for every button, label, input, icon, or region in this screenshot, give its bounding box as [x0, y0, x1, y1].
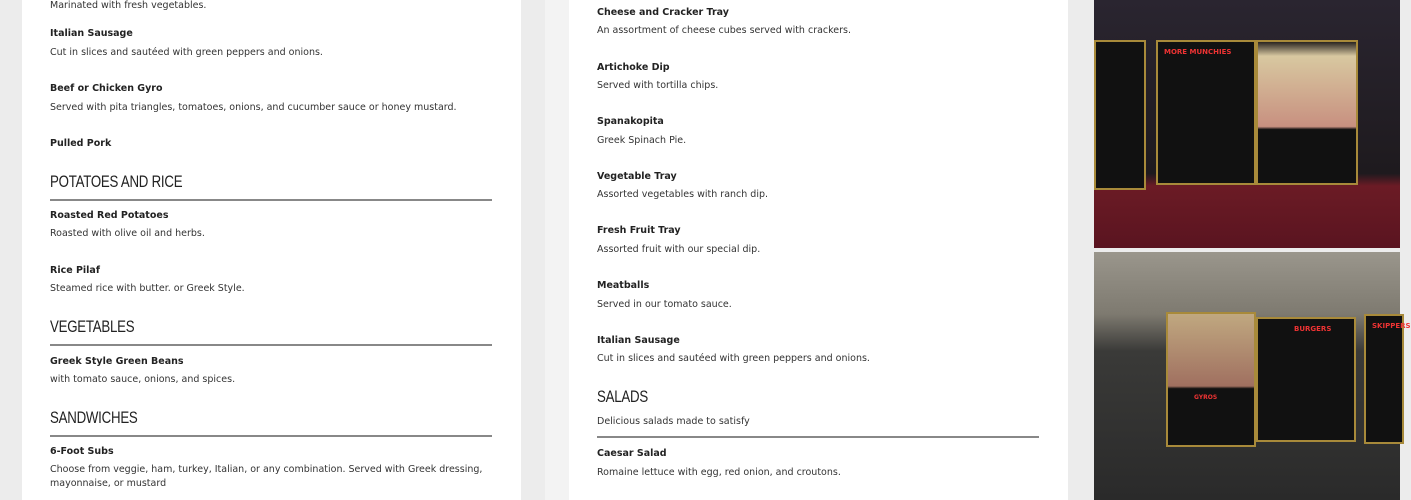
- restaurant-photo-counter: [1094, 252, 1411, 500]
- board-heading: GYROS: [1194, 394, 1218, 401]
- item-name: Beef or Chicken Gyro: [50, 83, 163, 94]
- item-name: Caesar Salad: [597, 448, 667, 459]
- item-name: Pulled Pork: [50, 138, 112, 149]
- item-name: 6-Foot Subs: [50, 446, 114, 457]
- section-heading: VEGETABLES: [50, 317, 135, 336]
- menu-board: [1256, 317, 1356, 442]
- item-description: Roasted with olive oil and herbs.: [50, 228, 205, 239]
- section-heading: SALADS: [597, 387, 648, 406]
- restaurant-photo-menu-boards: [1094, 0, 1400, 248]
- section-divider: [597, 436, 1039, 438]
- item-description: Steamed rice with butter. or Greek Style.: [50, 283, 245, 294]
- item-description: Served with tortilla chips.: [597, 80, 719, 91]
- section-divider: [50, 344, 492, 346]
- item-description: Greek Spinach Pie.: [597, 135, 687, 146]
- item-description: Choose from veggie, ham, turkey, Italian, or any combination. Served with Greek dressing, mayonnaise, or mustard: [50, 464, 483, 489]
- item-description: Cut in slices and sautéed with green peppers and onions.: [50, 47, 323, 58]
- menu-board: [1094, 40, 1146, 190]
- item-description: Assorted fruit with our special dip.: [597, 244, 761, 255]
- item-name: Italian Sausage: [597, 335, 680, 346]
- item-description: Romaine lettuce with egg, red onion, and croutons.: [597, 467, 841, 478]
- item-name: Artichoke Dip: [597, 62, 670, 73]
- item-description: Served with pita triangles, tomatoes, onions, and cucumber sauce or honey mustard.: [50, 102, 457, 113]
- item-description: An assortment of cheese cubes served with crackers.: [597, 25, 852, 36]
- board-heading: MORE MUNCHIES: [1164, 48, 1232, 56]
- menu-board: [1156, 40, 1256, 185]
- section-subtitle: Delicious salads made to satisfy: [597, 416, 750, 427]
- item-name: Rice Pilaf: [50, 265, 100, 276]
- menu-column-middle: [569, 0, 1068, 500]
- item-description: Assorted vegetables with ranch dip.: [597, 189, 769, 200]
- section-heading: SANDWICHES: [50, 408, 138, 427]
- section-heading: POTATOES AND RICE: [50, 172, 183, 191]
- menu-column-left: [22, 0, 521, 500]
- board-heading: SKIPPERS: [1372, 322, 1411, 330]
- item-description: with tomato sauce, onions, and spices.: [50, 374, 236, 385]
- item-name: Spanakopita: [597, 116, 664, 127]
- board-heading: BURGERS: [1294, 325, 1332, 333]
- item-name: Meatballs: [597, 280, 650, 291]
- item-name: Roasted Red Potatoes: [50, 210, 169, 221]
- item-name: Vegetable Tray: [597, 171, 677, 182]
- column-gutter: [545, 0, 569, 500]
- menu-board: [1364, 314, 1411, 444]
- item-name: Fresh Fruit Tray: [597, 225, 681, 236]
- menu-board: [1166, 312, 1256, 447]
- section-divider: [50, 435, 492, 437]
- section-divider: [50, 199, 492, 201]
- item-description: Marinated with fresh vegetables.: [50, 0, 207, 11]
- item-name: Italian Sausage: [50, 28, 133, 39]
- item-description: Cut in slices and sautéed with green peppers and onions.: [597, 353, 870, 364]
- item-name: Cheese and Cracker Tray: [597, 7, 729, 18]
- item-description: Served in our tomato sauce.: [597, 299, 732, 310]
- item-name: Greek Style Green Beans: [50, 356, 184, 367]
- menu-board: [1256, 40, 1358, 185]
